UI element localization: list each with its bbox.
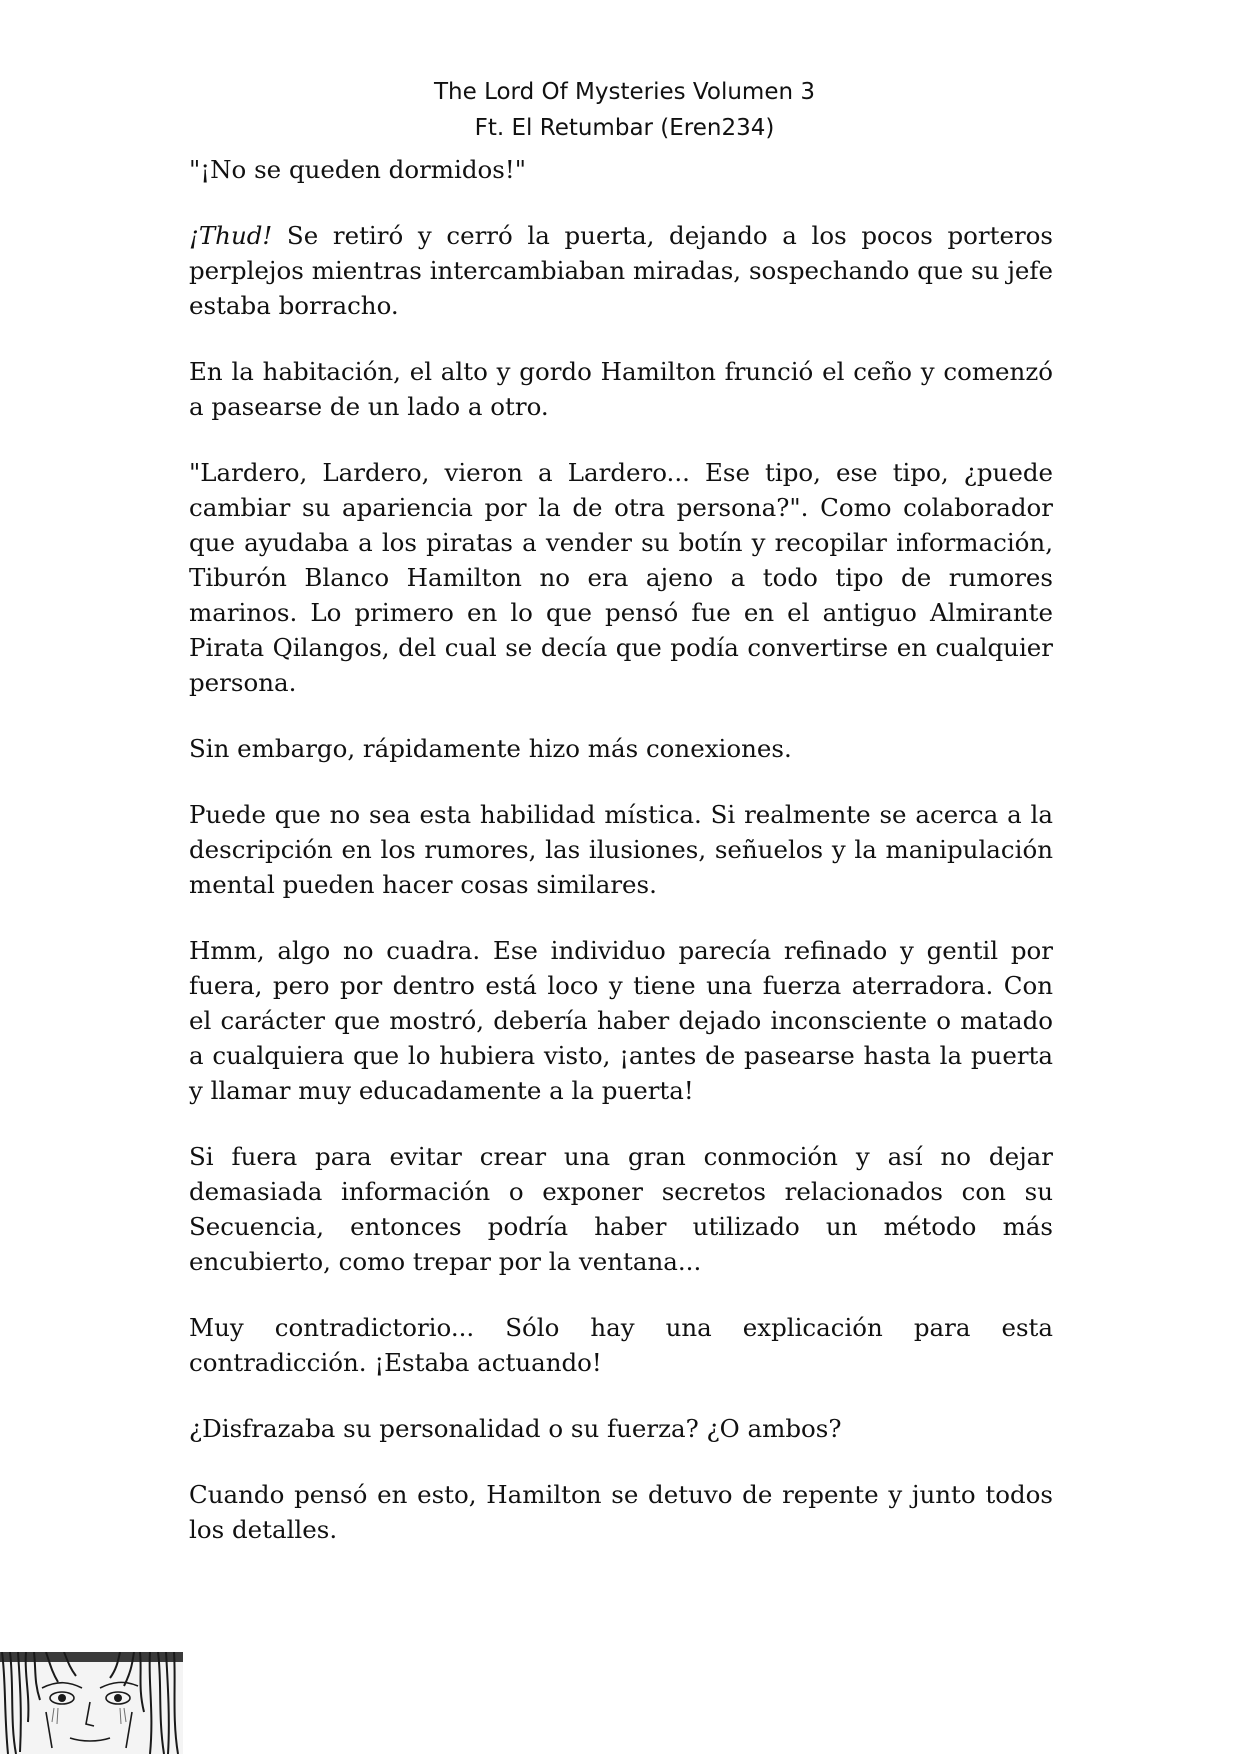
paragraph: ¿Disfrazaba su personalidad o su fuerza? ¿O ambos? bbox=[189, 1414, 842, 1443]
credit-line: Ft. El Retumbar (Eren234) bbox=[474, 115, 775, 141]
paragraph: "¡No se queden dormidos!" bbox=[189, 155, 526, 184]
paragraph: En la habitación, el alto y gordo Hamilton frunció el ceño y comenzó a pasearse de un lado a otro. bbox=[189, 357, 1053, 421]
manga-portrait-icon bbox=[0, 1652, 183, 1754]
book-title: The Lord Of Mysteries Volumen 3 bbox=[433, 79, 815, 105]
paragraph: Puede que no sea esta habilidad mística. Si realmente se acerca a la descripción en los rumores, las ilusiones, señuelos y la manipulación mental pueden hacer cosas similares. bbox=[189, 800, 1053, 899]
paragraph: Hmm, algo no cuadra. Ese individuo parecía refinado y gentil por fuera, pero por dentro está loco y tiene una fuerza aterradora. Con el carácter que mostró, debería haber dejado inconsciente o matado a cualquiera que lo hubiera visto, ¡antes de pasearse hasta la puerta y llamar muy educadamente a la puerta! bbox=[189, 936, 1053, 1105]
sound-effect: ¡Thud! bbox=[189, 221, 273, 250]
paragraph: Sin embargo, rápidamente hizo más conexiones. bbox=[189, 734, 792, 763]
paragraph: Si fuera para evitar crear una gran conmoción y así no dejar demasiada información o exponer secretos relacionados con su Secuencia, entonces podría haber utilizado un método más encubierto, como trepar por la ventana... bbox=[189, 1142, 1053, 1276]
paragraph: Muy contradictorio... Sólo hay una explicación para esta contradicción. ¡Estaba actuando! bbox=[189, 1313, 1053, 1377]
paragraph: ¡Thud! Se retiró y cerró la puerta, dejando a los pocos porteros perplejos mientras intercambiaban miradas, sospechando que su jefe estaba borracho. bbox=[189, 221, 1053, 320]
chapter-text bbox=[189, 152, 1053, 1578]
paragraph: "Lardero, Lardero, vieron a Lardero... Ese tipo, ese tipo, ¿puede cambiar su apariencia por la de otra persona?". Como colaborador que ayudaba a los piratas a vender su botín y recopilar información, Tiburón Blanco Hamilton no era ajeno a todo tipo de rumores marinos. Lo primero en lo que pensó fue en el antiguo Almirante Pirata Qilangos, del cual se decía que podía convertirse en cualquier persona. bbox=[189, 458, 1053, 697]
paragraph: Cuando pensó en esto, Hamilton se detuvo de repente y junto todos los detalles. bbox=[189, 1480, 1053, 1544]
page-header bbox=[0, 74, 1241, 146]
